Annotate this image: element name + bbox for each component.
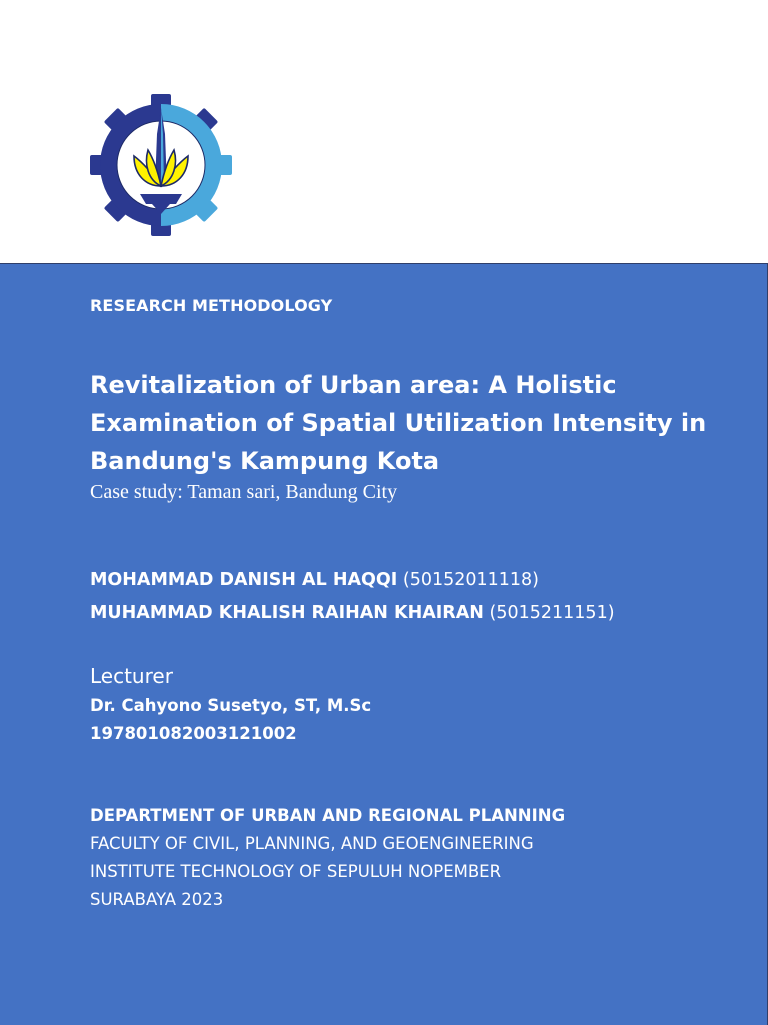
faculty-name: FACULTY OF CIVIL, PLANNING, AND GEOENGINEERING — [90, 834, 534, 853]
lecturer-name: Dr. Cahyono Susetyo, ST, M.Sc — [90, 696, 372, 715]
course-name: RESEARCH METHODOLOGY — [90, 296, 333, 315]
lecturer-id: 197801082003121002 — [90, 724, 297, 743]
title-line: Bandung's Kampung Kota — [90, 447, 440, 475]
title-line: Examination of Spatial Utilization Intensity in — [90, 409, 707, 437]
department-name: DEPARTMENT OF URBAN AND REGIONAL PLANNING — [90, 806, 566, 825]
author-id: (50152011118) — [402, 570, 540, 590]
author-entry — [90, 603, 615, 623]
author-name: MOHAMMAD DANISH AL HAQQI — [90, 570, 398, 590]
city-year: SURABAYA 2023 — [90, 890, 224, 909]
lecturer-label: Lecturer — [90, 664, 173, 688]
title-line: Revitalization of Urban area: A Holistic — [90, 371, 617, 399]
author-entry — [90, 570, 539, 590]
author-id: (5015211151) — [489, 603, 615, 623]
institute-name: INSTITUTE TECHNOLOGY OF SEPULUH NOPEMBER — [90, 862, 502, 881]
cover-panel — [0, 263, 768, 1025]
author-name: MUHAMMAD KHALISH RAIHAN KHAIRAN — [90, 603, 484, 623]
report-title — [90, 366, 710, 480]
its-logo-icon — [90, 94, 232, 236]
case-study-subtitle: Case study: Taman sari, Bandung City — [90, 481, 398, 503]
